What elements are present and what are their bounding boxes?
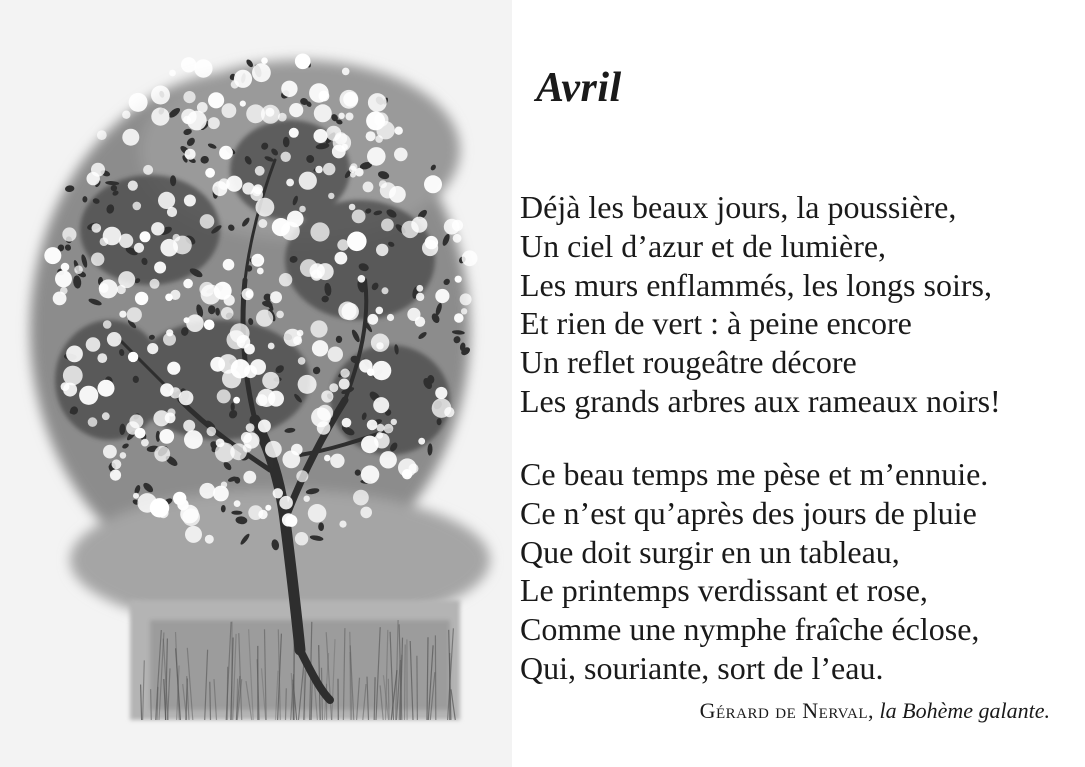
blossom <box>372 361 391 380</box>
blossom <box>289 128 299 138</box>
blossom <box>415 317 425 327</box>
blossom <box>338 302 356 320</box>
blossom <box>182 509 200 527</box>
blossom <box>309 83 329 103</box>
blossom <box>103 320 112 329</box>
blossom <box>246 423 255 432</box>
blossom <box>97 130 107 140</box>
blossom <box>342 418 352 428</box>
blossom <box>361 465 379 483</box>
blossom <box>282 513 295 526</box>
attribution <box>700 698 1050 724</box>
blossom <box>253 184 263 194</box>
blossom <box>205 168 215 178</box>
poem-title: Avril <box>536 65 622 111</box>
blossom <box>92 223 102 233</box>
blossom <box>323 163 335 175</box>
blossom <box>380 451 397 468</box>
blossom <box>251 254 264 267</box>
blossom <box>128 181 138 191</box>
blossom <box>258 420 271 433</box>
blossom <box>380 182 396 198</box>
blossom <box>295 54 311 70</box>
blossom <box>286 179 294 187</box>
blossom <box>461 308 467 314</box>
blossom <box>452 220 463 231</box>
blossom <box>276 311 284 319</box>
blossom <box>199 282 214 297</box>
blossom <box>340 369 349 378</box>
blossom <box>194 59 212 77</box>
blossom <box>317 421 331 435</box>
blossom <box>207 427 217 437</box>
blossom <box>55 270 72 287</box>
blossom <box>222 103 237 118</box>
blossom <box>402 469 412 479</box>
blossom <box>268 391 284 407</box>
blossom <box>246 104 265 123</box>
blossom <box>268 343 275 350</box>
blossom <box>167 362 180 375</box>
blossom <box>167 408 175 416</box>
blossom <box>281 152 291 162</box>
blossom <box>308 504 327 523</box>
poem-line: Ce beau temps me pèse et m’ennuie. <box>520 456 989 492</box>
blossom <box>185 526 202 543</box>
grass-blade <box>286 688 287 720</box>
blossom <box>60 287 68 295</box>
blossom <box>310 320 327 337</box>
blossom <box>242 182 254 194</box>
blossom <box>355 168 364 177</box>
blossom <box>98 380 115 397</box>
poem-line: Les murs enflammés, les longs soirs, <box>520 266 992 303</box>
blossom <box>173 236 192 255</box>
blossom <box>339 379 350 390</box>
blossom <box>252 63 271 82</box>
blossom <box>278 113 287 122</box>
blossom <box>360 507 372 519</box>
blossom <box>151 222 164 235</box>
blossom <box>200 214 215 229</box>
poem-line: Un reflet rougeâtre décore <box>520 344 857 381</box>
blossom <box>88 417 98 427</box>
blossom <box>416 293 424 301</box>
blossom <box>243 471 256 484</box>
work-title: la Bohème galante. <box>879 698 1050 723</box>
blossom <box>384 424 394 434</box>
blossom <box>366 131 376 141</box>
blossom <box>324 455 331 462</box>
grass-blade <box>210 682 211 720</box>
blossom <box>337 239 348 250</box>
blossom <box>154 262 166 274</box>
blossom <box>314 104 332 122</box>
blossom <box>99 279 118 298</box>
blossom <box>184 430 203 449</box>
blossom <box>250 359 266 375</box>
blossom <box>262 372 279 389</box>
blossom <box>183 420 195 432</box>
blossom <box>376 244 388 256</box>
blossom <box>317 405 333 421</box>
blossom <box>79 386 98 405</box>
blossom <box>363 182 374 193</box>
blossom <box>284 329 302 347</box>
blossom <box>219 146 233 160</box>
blossom <box>208 117 220 129</box>
grass-blade <box>388 679 389 720</box>
blossom <box>342 68 350 76</box>
blossom <box>299 206 306 213</box>
blossom <box>120 452 127 459</box>
blossom <box>133 493 139 499</box>
blossom <box>183 91 195 103</box>
blossom <box>74 265 83 274</box>
blossom <box>102 412 110 420</box>
blossom <box>258 510 267 519</box>
blossom <box>270 291 282 303</box>
blossom <box>66 346 83 363</box>
blossom <box>373 397 389 413</box>
blossom <box>328 193 334 199</box>
blossom <box>122 129 139 146</box>
blossom <box>87 172 100 185</box>
blossom <box>112 459 122 469</box>
blossom <box>91 253 104 266</box>
blossom <box>173 492 186 505</box>
blossom <box>453 234 462 243</box>
blossom <box>257 268 264 275</box>
poem-line: Le printemps verdissant et rose, <box>520 572 928 609</box>
blossom <box>347 232 367 252</box>
blossom <box>184 317 190 323</box>
blossom <box>376 307 384 315</box>
blossom <box>110 470 121 481</box>
blossom <box>272 218 290 236</box>
blossom <box>338 113 344 119</box>
blossom <box>367 420 378 431</box>
blossom <box>221 482 227 488</box>
blossom <box>367 147 386 166</box>
grass-blade <box>405 645 406 721</box>
blossom <box>208 92 224 108</box>
poem-column <box>520 0 1080 767</box>
blossom <box>315 166 323 174</box>
blossom <box>299 172 317 190</box>
blossom <box>140 231 151 242</box>
blossom <box>367 314 378 325</box>
blossom <box>377 424 385 432</box>
blossom <box>150 279 160 289</box>
author-name: Gérard de Nerval, <box>699 698 875 723</box>
blossom <box>298 357 306 365</box>
blossom <box>133 202 142 211</box>
blossom <box>86 337 101 352</box>
blossom <box>221 307 234 320</box>
blossom <box>179 391 194 406</box>
blossom <box>353 490 369 506</box>
blossom <box>166 329 173 336</box>
blossom <box>460 293 472 305</box>
blossom <box>273 488 283 498</box>
blossom <box>234 70 252 88</box>
blossom <box>304 496 310 502</box>
blossom <box>279 273 292 286</box>
blossom <box>107 332 122 347</box>
blossom <box>204 320 215 331</box>
blossom <box>240 101 246 107</box>
tree-illustration <box>0 0 512 767</box>
stanza-1 <box>520 188 1001 421</box>
blossom <box>444 407 454 417</box>
leaf <box>208 305 215 314</box>
blossom <box>256 394 268 406</box>
blossom <box>424 175 442 193</box>
blossom <box>296 470 308 482</box>
blossom <box>137 493 157 513</box>
blossom <box>100 237 109 246</box>
blossom <box>281 81 297 97</box>
blossoming-tree-icon <box>0 0 512 767</box>
blossom <box>117 285 126 294</box>
blossom <box>165 294 173 302</box>
blossom <box>154 446 170 462</box>
blossom <box>312 340 328 356</box>
blossom <box>62 227 76 241</box>
blossom <box>258 219 267 228</box>
blossom <box>44 247 61 264</box>
stanza-2 <box>520 455 988 688</box>
blossom <box>455 276 462 283</box>
blossom <box>282 451 300 469</box>
blossom <box>256 198 275 217</box>
blossom <box>216 439 225 448</box>
blossom <box>158 192 175 209</box>
blossom <box>217 389 231 403</box>
blossom <box>352 210 366 224</box>
blossom <box>358 275 366 283</box>
blossom <box>462 250 478 266</box>
blossom <box>329 383 338 392</box>
blossom <box>143 165 153 175</box>
blossom <box>159 429 174 444</box>
blossom <box>401 221 418 238</box>
blossom <box>61 263 70 272</box>
blossom <box>330 454 344 468</box>
blossom <box>335 252 348 265</box>
blossom <box>382 287 389 294</box>
blossom <box>127 307 142 322</box>
blossom <box>151 108 169 126</box>
blossom <box>242 288 254 300</box>
grass-blade <box>151 689 152 720</box>
blossom <box>158 508 168 518</box>
blossom <box>346 113 354 121</box>
poem-line: Et rien de vert : à peine encore <box>520 305 912 342</box>
blossom <box>317 263 334 280</box>
blossom <box>425 236 438 249</box>
blossom <box>128 352 138 362</box>
blossom <box>416 285 423 292</box>
blossom <box>103 445 117 459</box>
blossom <box>237 335 251 349</box>
blossom <box>185 149 196 160</box>
poem-line: Déjà les beaux jours, la poussière, <box>520 189 957 225</box>
blossom <box>333 134 351 152</box>
blossom <box>135 292 148 305</box>
blossom <box>435 387 447 399</box>
blossom <box>256 310 273 327</box>
blossom <box>129 93 148 112</box>
blossom <box>314 129 328 143</box>
blossom <box>368 93 387 112</box>
blossom <box>298 375 317 394</box>
blossom <box>147 343 158 354</box>
blossom <box>349 204 356 211</box>
blossom <box>169 70 176 77</box>
blossom <box>231 359 250 378</box>
blossom <box>279 496 293 510</box>
poem-line: Ce n’est qu’après des jours de pluie <box>520 494 977 531</box>
blossom <box>328 347 343 362</box>
blossom <box>310 222 329 241</box>
blossom <box>394 148 408 162</box>
blossom <box>233 397 240 404</box>
blossom <box>186 314 204 332</box>
blossom <box>119 311 126 318</box>
blossom <box>153 410 169 426</box>
blossom <box>183 116 191 124</box>
blossom <box>381 219 394 232</box>
blossom <box>295 532 308 545</box>
blossom <box>226 176 242 192</box>
poem-line: Comme une nymphe fraîche éclose, <box>520 611 980 648</box>
blossom <box>205 535 214 544</box>
blossom <box>134 243 144 253</box>
blossom <box>349 166 356 173</box>
poem-line: Qui, souriante, sort de l’eau. <box>520 649 884 686</box>
blossom <box>435 289 449 303</box>
blossom <box>300 259 318 277</box>
blossom <box>183 279 193 289</box>
blossom <box>265 441 282 458</box>
blossom <box>454 313 464 323</box>
poem-line: Un ciel d’azur et de lumière, <box>520 227 887 264</box>
blossom <box>97 353 107 363</box>
blossom <box>265 505 271 511</box>
blossom <box>376 432 383 439</box>
blossom <box>63 366 83 386</box>
blossom <box>129 414 143 428</box>
grass-blade <box>417 656 418 720</box>
blossom <box>213 486 229 502</box>
poem-line: Les grands arbres aux rameaux noirs! <box>520 382 1001 419</box>
blossom <box>151 86 170 105</box>
blossom <box>261 57 268 64</box>
blossom <box>418 438 425 445</box>
blossom <box>199 483 215 499</box>
blossom <box>387 314 394 321</box>
blossom <box>234 500 241 507</box>
blossom <box>255 166 265 176</box>
blossom <box>289 103 303 117</box>
blossom <box>160 383 174 397</box>
blossom <box>141 439 149 447</box>
blossom <box>395 127 403 135</box>
blossom <box>391 419 397 425</box>
blossom <box>339 521 346 528</box>
blossom <box>223 259 235 271</box>
blossom <box>243 432 259 448</box>
poem-line: Que doit surgir en un tableau, <box>520 533 900 570</box>
blossom <box>376 121 394 139</box>
blossom <box>340 90 359 109</box>
blossom <box>359 359 372 372</box>
blossom <box>197 102 208 113</box>
blossom <box>321 390 333 402</box>
blossom <box>371 334 389 352</box>
blossom <box>181 57 196 72</box>
blossom <box>122 111 130 119</box>
blossom <box>184 195 196 207</box>
